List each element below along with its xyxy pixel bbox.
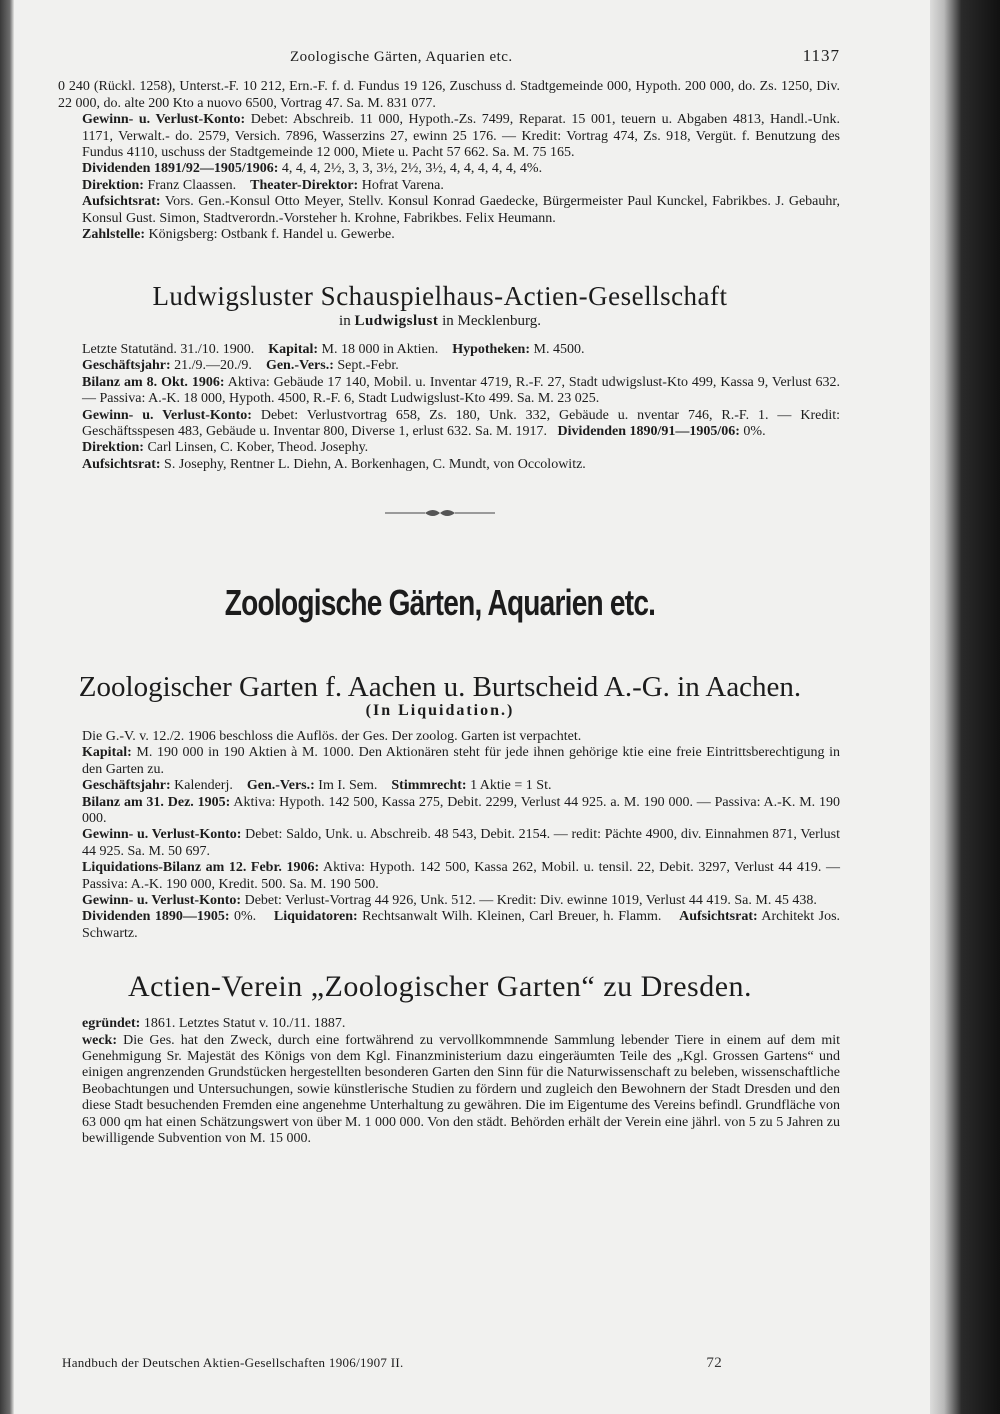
profit-loss-paragraph: Gewinn- u. Verlust-Konto: Debet: Verlustvortrag 658, Zs. 180, Unk. 332, Gebäude u. nventar 746, R.-F. 1. — Kredit: Geschäftsspesen 483, Gebäude u. Inventar 800, Diverse 1, erlust 632. Sa. M. 1917. Dividenden 1890/91—1905/06: 0%. <box>82 407 841 439</box>
supervisory-board-paragraph: Aufsichtsrat: S. Josephy, Rentner L. Diehn, A. Borkenhagen, C. Mundt, von Occolowitz. <box>82 456 586 472</box>
sheet-number: 72 <box>706 1355 722 1371</box>
supervisory-board-paragraph: Aufsichtsrat: Vors. Gen.-Konsul Otto Meyer, Stellv. Konsul Konrad Gaedecke, Bürgermeister Paul Kunckel, Fabrikbes. J. Gebauhr, Konsul Gust. Simon, Stadtverordn.-Vorsteher h. Krohne, Fabrikbes. Felix Heumann. <box>82 194 840 226</box>
balance-paragraph: Bilanz am 8. Okt. 1906: Aktiva: Gebäude 17 140, Mobil. u. Inventar 4719, R.-F. 27, Stadt udwigslust-Kto 499, Kassa 9, Verlust 632. — Passiva: A.-K. 18 000, Hypoth. 4500, R.-F. 6, Stadt Ludwigslust-Kto 499. Sa. M. 23 025. <box>82 374 840 407</box>
ornament-separator <box>40 507 840 524</box>
page-number: 1137 <box>802 46 840 65</box>
resolution-paragraph: Die G.-V. v. 12./2. 1906 beschloss die Auflös. der Ges. Der zoolog. Garten ist verpachtet. <box>82 728 582 744</box>
fiscal-year-paragraph: Geschäftsjahr: 21./9.—20./9. Gen.-Vers.: Sept.-Febr. <box>82 358 399 374</box>
founded-paragraph: egründet: 1861. Letztes Statut v. 10./11. 1887. <box>82 1016 346 1032</box>
entry-ludwigslust <box>40 342 840 473</box>
running-header <box>40 48 840 65</box>
liquidation-note: (In Liquidation.) <box>365 701 515 719</box>
profit-loss-paragraph: Gewinn- u. Verlust-Konto: Debet: Abschreib. 11 000, Hypoth.-Zs. 7499, Reparat. 15 001, teuern u. Abgaben 4813, Handl.-Unk. 1171, Verwalt.- do. 2579, Versich. 7896, Wasserzins 27, ewinn 25 176. — Kredit: Vortrag 474, Zs. 918, Vergüt. f. Benutzung des Fundus 4110, uschuss der Stadtgemeinde 12 000, Miete u. Pacht 57 662. Sa. M. 75 165. <box>82 112 840 161</box>
running-title: Zoologische Gärten, Aquarien etc. <box>290 49 513 65</box>
liquidation-balance-paragraph: Liquidations-Bilanz am 12. Febr. 1906: Aktiva: Hypoth. 142 500, Kassa 262, Mobil. u. tensil. 22, Debit. 3297, Verlust 44 419. — Passiva: A.-K. 190 000, Kredit. 500. Sa. M. 190 500. <box>82 860 841 892</box>
dividends-paragraph: Dividenden 1891/92—1905/1906: 4, 4, 4, 2½, 3, 3, 3½, 2½, 3½, 4, 4, 4, 4, 4, 4%. <box>82 161 543 177</box>
entry-dresden <box>40 1016 840 1147</box>
entry-aachen <box>40 729 840 942</box>
book-title: Handbuch der Deutschen Aktien-Gesellschaften 1906/1907 II. <box>62 1355 404 1370</box>
fiscal-year-paragraph: Geschäftsjahr: Kalenderj. Gen.-Vers.: Im I. Sem. Stimmrecht: 1 Aktie = 1 St. <box>82 778 552 794</box>
balance-paragraph: Bilanz am 31. Dez. 1905: Aktiva: Hypoth. 142 500, Kassa 275, Debit. 2299, Verlust 44 925. a. M. 190 000. — Passiva: A.-K. M. 190 000. <box>82 794 841 826</box>
profit-loss-paragraph: Gewinn- u. Verlust-Konto: Debet: Saldo, Unk. u. Abschreib. 48 543, Debit. 2154. — redit: Pächte 4900, div. Einnahmen 871, Verlust 44 925. Sa. M. 50 697. <box>82 827 841 859</box>
direction-paragraph: Direktion: Franz Claassen. Theater-Direktor: Hofrat Varena. <box>82 177 444 193</box>
paying-agent-paragraph: Zahlstelle: Königsberg: Ostbank f. Handel u. Gewerbe. <box>82 227 395 243</box>
binding-edge-left <box>0 0 14 1414</box>
profit-loss-paragraph-2: Gewinn- u. Verlust-Konto: Debet: Verlust-Vortrag 44 926, Unk. 512. — Kredit: Div. ewinne 1019, Verlust 44 419. Sa. M. 45 438. <box>82 893 817 908</box>
company-location: in Ludwigslust in Mecklenburg. <box>339 313 541 330</box>
ornament-icon <box>385 507 495 519</box>
book-edge-right <box>930 0 1000 1414</box>
balance-continuation: 0 240 (Rückl. 1258), Unterst.-F. 10 212, Ern.-F. f. d. Fundus 19 126, Zuschuss d. Stadtgemeinde 000, Hypoth. 200 000, do. Zs. 1250, Div. 22 000, do. alte 200 Kto a nuovo 6500, Vortrag 47. Sa. M. 831 077. <box>58 79 840 111</box>
direction-paragraph: Direktion: Carl Linsen, C. Kober, Theod. Josephy. <box>82 440 369 456</box>
page-footer <box>62 1355 722 1372</box>
capital-paragraph: Letzte Statutänd. 31./10. 1900. Kapital: M. 18 000 in Aktien. Hypotheken: M. 4500. <box>82 341 585 357</box>
entry-continued <box>40 79 840 243</box>
section-heading: Zoologische Gärten, Aquarien etc. <box>224 581 656 623</box>
company-title-dresden: Actien-Verein „Zoologischer Garten“ zu Dresden. <box>127 970 753 1004</box>
purpose-paragraph: weck: Die Ges. hat den Zweck, durch eine fortwährend zu vervollkommnende Sammlung lebender Tiere in einem auf dem mit Genehmigung Sr. Majestät des Königs von dem Kgl. Finanzministerium dazu eingeräumten Teile des „Kgl. Grossen Gartens“ und einigen angrenzenden Grundstücken hergestellten besonderen Garten den Sinn für die Naturwissenschaft zu beleben, wissenschaftliche Beobachtungen und Untersuchungen, sowie künstlerische Studien zu fördern und zugleich den Bewohnern der Stadt Dresden und den diese Stadt besuchenden Fremden eine angenehme Unterhaltung zu gewähren. Die im Eigentume des Vereins befindl. Grundfläche von 63 000 qm hat einen Schätzungswert von über M. 1 000 000. Von den städt. Behörden erhält der Verein eine jährl. von 5 zu 5 Jahren zu bewilligende Subvention von M. 15 000. <box>82 1032 840 1147</box>
company-title-aachen: Zoologischer Garten f. Aachen u. Burtscheid A.-G. in Aachen. <box>78 670 802 703</box>
company-title-ludwigslust: Ludwigsluster Schauspielhaus-Actien-Gesellschaft <box>152 281 728 312</box>
page-content <box>40 48 840 1147</box>
capital-paragraph: Kapital: M. 190 000 in 190 Aktien à M. 1000. Den Aktionären steht für jede ihnen gehörige ktie eine freie Eintrittsberechtigung in den Garten zu. <box>82 745 840 777</box>
dividends-paragraph: Dividenden 1890—1905: 0%. Liquidatoren: Rechtsanwalt Wilh. Kleinen, Carl Breuer, h. Flamm. Aufsichtsrat: Architekt Jos. Schwartz. <box>82 909 841 941</box>
